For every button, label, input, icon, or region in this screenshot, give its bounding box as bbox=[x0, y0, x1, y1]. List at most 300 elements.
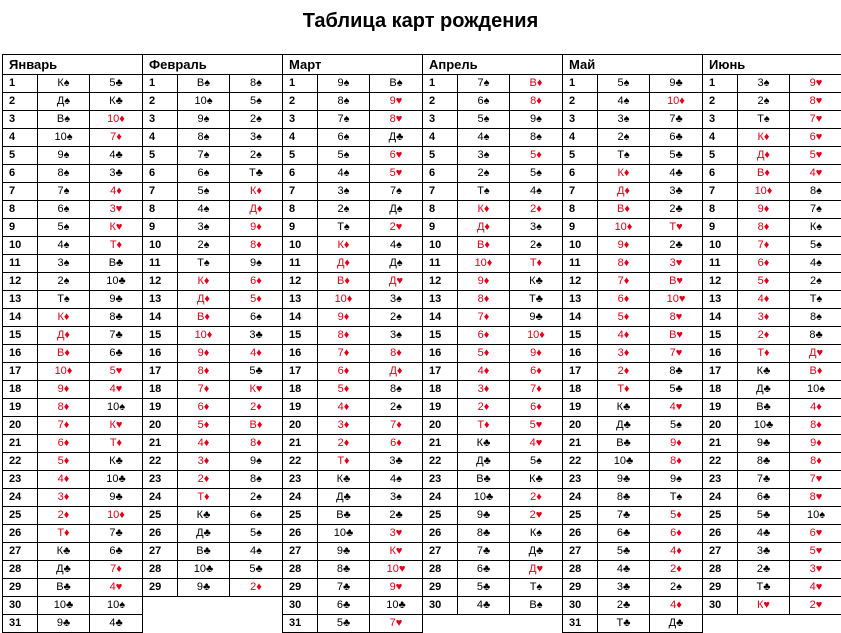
table-row bbox=[563, 435, 702, 453]
card-cell: 8♦ bbox=[229, 237, 282, 254]
day-number: 29 bbox=[709, 581, 722, 593]
day-number: 15 bbox=[289, 329, 302, 341]
table-row bbox=[703, 75, 841, 93]
table-row bbox=[283, 291, 422, 309]
table-row bbox=[423, 525, 562, 543]
card-cell: 10♦ bbox=[89, 507, 142, 524]
card-cell: 2♦ bbox=[457, 399, 509, 416]
card-cell: 4♥ bbox=[89, 579, 142, 596]
day-number: 12 bbox=[569, 275, 582, 287]
card-cell: В♣ bbox=[89, 255, 142, 272]
card-cell: В♠ bbox=[37, 111, 89, 128]
card-cell: 9♣ bbox=[37, 615, 89, 632]
card-cell: 2♠ bbox=[737, 93, 789, 110]
card-cell: 4♣ bbox=[649, 165, 702, 182]
card-cell: 9♣ bbox=[177, 579, 229, 596]
table-row bbox=[3, 129, 142, 147]
table-row bbox=[563, 345, 702, 363]
table-row bbox=[563, 291, 702, 309]
card-cell: 3♣ bbox=[89, 165, 142, 182]
day-number: 19 bbox=[429, 401, 442, 413]
table-row bbox=[3, 237, 142, 255]
card-cell: 3♥ bbox=[369, 525, 422, 542]
card-cell: 8♥ bbox=[789, 489, 841, 506]
card-cell: 7♥ bbox=[789, 471, 841, 488]
card-cell: Т♦ bbox=[737, 345, 789, 362]
table-row bbox=[283, 75, 422, 93]
card-cell: 2♦ bbox=[649, 561, 702, 578]
day-number: 7 bbox=[429, 185, 436, 197]
card-cell: 4♦ bbox=[597, 327, 649, 344]
card-cell: 3♠ bbox=[369, 327, 422, 344]
card-cell: 9♦ bbox=[37, 381, 89, 398]
card-cell: 10♠ bbox=[177, 93, 229, 110]
card-cell: Т♣ bbox=[597, 615, 649, 632]
card-cell: 10♣ bbox=[89, 273, 142, 290]
card-cell: В♣ bbox=[177, 543, 229, 560]
table-row bbox=[283, 147, 422, 165]
card-cell: 9♦ bbox=[649, 435, 702, 452]
table-row bbox=[423, 597, 562, 615]
card-cell: 2♠ bbox=[229, 147, 282, 164]
card-cell: 6♦ bbox=[317, 363, 369, 380]
card-cell: 10♦ bbox=[649, 93, 702, 110]
card-cell: Т♥ bbox=[649, 219, 702, 236]
day-number: 29 bbox=[149, 581, 162, 593]
card-cell: 3♣ bbox=[597, 579, 649, 596]
card-cell: 4♠ bbox=[597, 93, 649, 110]
card-cell: 8♣ bbox=[317, 561, 369, 578]
day-number: 30 bbox=[289, 599, 302, 611]
card-cell: К♦ bbox=[737, 129, 789, 146]
card-cell: Т♦ bbox=[177, 489, 229, 506]
month-column bbox=[422, 54, 562, 633]
card-cell: 3♥ bbox=[789, 561, 841, 578]
card-cell: Т♦ bbox=[457, 417, 509, 434]
table-row bbox=[283, 255, 422, 273]
table-row bbox=[703, 579, 841, 597]
card-cell: 10♦ bbox=[509, 327, 562, 344]
day-number: 17 bbox=[9, 365, 22, 377]
card-cell: 3♦ bbox=[177, 453, 229, 470]
day-number: 18 bbox=[429, 383, 442, 395]
card-cell: 9♥ bbox=[789, 75, 841, 92]
table-row bbox=[3, 453, 142, 471]
table-row bbox=[283, 489, 422, 507]
table-row bbox=[283, 183, 422, 201]
card-cell: 8♦ bbox=[597, 255, 649, 272]
day-number: 29 bbox=[289, 581, 302, 593]
day-number: 16 bbox=[289, 347, 302, 359]
table-row bbox=[3, 93, 142, 111]
card-cell: 7♦ bbox=[37, 417, 89, 434]
card-cell: 7♣ bbox=[89, 525, 142, 542]
card-cell: 9♣ bbox=[597, 471, 649, 488]
card-cell: 8♠ bbox=[229, 471, 282, 488]
card-cell: К♣ bbox=[597, 399, 649, 416]
card-cell: 9♦ bbox=[457, 273, 509, 290]
day-number: 7 bbox=[709, 185, 716, 197]
card-cell: К♦ bbox=[37, 309, 89, 326]
day-number: 28 bbox=[289, 563, 302, 575]
card-cell: 2♣ bbox=[597, 597, 649, 614]
day-number: 3 bbox=[709, 113, 716, 125]
table-row bbox=[423, 147, 562, 165]
card-cell: 3♠ bbox=[737, 75, 789, 92]
card-cell: Т♦ bbox=[597, 381, 649, 398]
card-cell: 4♥ bbox=[509, 435, 562, 452]
card-cell: 2♠ bbox=[509, 237, 562, 254]
card-cell: 7♠ bbox=[37, 183, 89, 200]
card-cell: 5♣ bbox=[457, 579, 509, 596]
card-cell: 8♣ bbox=[737, 453, 789, 470]
table-row bbox=[563, 417, 702, 435]
card-cell: 8♦ bbox=[229, 435, 282, 452]
day-number: 7 bbox=[9, 185, 16, 197]
day-number: 30 bbox=[9, 599, 22, 611]
card-cell: Т♣ bbox=[737, 579, 789, 596]
card-cell: 2♦ bbox=[509, 489, 562, 506]
day-number: 5 bbox=[149, 149, 156, 161]
table-row bbox=[143, 525, 282, 543]
card-cell: 9♠ bbox=[177, 111, 229, 128]
day-number: 14 bbox=[289, 311, 302, 323]
card-cell: 8♥ bbox=[369, 111, 422, 128]
card-cell: К♦ bbox=[317, 237, 369, 254]
card-cell: 10♦ bbox=[37, 363, 89, 380]
day-number: 8 bbox=[429, 203, 436, 215]
card-cell: 4♠ bbox=[229, 543, 282, 560]
table-row bbox=[143, 201, 282, 219]
day-number: 1 bbox=[149, 77, 156, 89]
card-cell: 2♠ bbox=[649, 579, 702, 596]
day-number: 4 bbox=[709, 131, 716, 143]
card-cell: 8♣ bbox=[89, 309, 142, 326]
card-cell: 7♦ bbox=[317, 345, 369, 362]
day-number: 18 bbox=[289, 383, 302, 395]
card-cell: 10♠ bbox=[789, 381, 841, 398]
table-row bbox=[423, 129, 562, 147]
card-cell: 5♠ bbox=[229, 525, 282, 542]
day-number: 15 bbox=[9, 329, 22, 341]
card-cell: 4♣ bbox=[89, 615, 142, 632]
table-row bbox=[703, 561, 841, 579]
day-number: 6 bbox=[429, 167, 436, 179]
table-row bbox=[3, 435, 142, 453]
card-cell: К♥ bbox=[369, 543, 422, 560]
day-number: 17 bbox=[429, 365, 442, 377]
table-row bbox=[703, 309, 841, 327]
table-row bbox=[703, 147, 841, 165]
birth-card-table bbox=[2, 54, 841, 633]
card-cell: 2♠ bbox=[37, 273, 89, 290]
day-number: 2 bbox=[569, 95, 576, 107]
table-row bbox=[143, 147, 282, 165]
day-number: 2 bbox=[289, 95, 296, 107]
day-number: 27 bbox=[289, 545, 302, 557]
card-cell: В♦ bbox=[177, 309, 229, 326]
day-number: 26 bbox=[289, 527, 302, 539]
day-number: 25 bbox=[9, 509, 22, 521]
day-number: 28 bbox=[429, 563, 442, 575]
card-cell: 7♦ bbox=[177, 381, 229, 398]
day-number: 7 bbox=[289, 185, 296, 197]
card-cell: 5♥ bbox=[369, 165, 422, 182]
table-row bbox=[423, 489, 562, 507]
card-cell: 10♦ bbox=[177, 327, 229, 344]
card-cell: 8♥ bbox=[649, 309, 702, 326]
card-cell: 6♠ bbox=[177, 165, 229, 182]
card-cell: Д♦ bbox=[369, 363, 422, 380]
day-number: 28 bbox=[709, 563, 722, 575]
table-row bbox=[423, 201, 562, 219]
day-number: 27 bbox=[9, 545, 22, 557]
card-cell: 6♣ bbox=[649, 129, 702, 146]
day-number: 19 bbox=[709, 401, 722, 413]
card-cell: 4♦ bbox=[457, 363, 509, 380]
card-cell: Т♦ bbox=[89, 237, 142, 254]
card-cell: 6♠ bbox=[37, 201, 89, 218]
table-row bbox=[143, 363, 282, 381]
table-row bbox=[283, 345, 422, 363]
card-cell: 3♠ bbox=[509, 219, 562, 236]
day-number: 16 bbox=[149, 347, 162, 359]
card-cell: 6♦ bbox=[509, 363, 562, 380]
card-cell: В♦ bbox=[597, 201, 649, 218]
table-row bbox=[283, 309, 422, 327]
table-row bbox=[143, 93, 282, 111]
card-cell: 5♠ bbox=[509, 165, 562, 182]
day-number: 11 bbox=[9, 257, 21, 269]
day-number: 29 bbox=[9, 581, 22, 593]
table-row bbox=[423, 345, 562, 363]
day-number: 10 bbox=[429, 239, 442, 251]
card-cell: 5♣ bbox=[317, 615, 369, 632]
day-number: 12 bbox=[9, 275, 22, 287]
card-cell: К♠ bbox=[509, 525, 562, 542]
day-number: 8 bbox=[149, 203, 156, 215]
card-cell: 9♠ bbox=[509, 111, 562, 128]
table-row bbox=[423, 291, 562, 309]
day-number: 24 bbox=[149, 491, 162, 503]
card-cell: 9♦ bbox=[229, 219, 282, 236]
card-cell: 4♠ bbox=[177, 201, 229, 218]
month-column bbox=[142, 54, 282, 633]
card-cell: 3♣ bbox=[737, 543, 789, 560]
table-row bbox=[703, 381, 841, 399]
card-cell: Д♣ bbox=[177, 525, 229, 542]
day-number: 26 bbox=[709, 527, 722, 539]
day-number: 19 bbox=[289, 401, 302, 413]
day-number: 18 bbox=[709, 383, 722, 395]
table-row bbox=[143, 381, 282, 399]
card-cell: 6♦ bbox=[457, 327, 509, 344]
day-number: 26 bbox=[569, 527, 582, 539]
card-cell: Т♣ bbox=[229, 165, 282, 182]
day-number: 18 bbox=[149, 383, 162, 395]
card-cell: 2♦ bbox=[229, 399, 282, 416]
card-cell: 2♠ bbox=[229, 111, 282, 128]
card-cell: Д♠ bbox=[369, 201, 422, 218]
card-cell: 5♣ bbox=[597, 543, 649, 560]
day-number: 8 bbox=[569, 203, 576, 215]
table-row bbox=[563, 561, 702, 579]
table-row bbox=[563, 381, 702, 399]
card-cell: В♦ bbox=[509, 75, 562, 92]
table-row bbox=[703, 597, 841, 615]
day-number: 22 bbox=[429, 455, 442, 467]
card-cell: 3♠ bbox=[177, 219, 229, 236]
card-cell: 6♠ bbox=[457, 93, 509, 110]
day-number: 10 bbox=[569, 239, 582, 251]
card-cell: 7♦ bbox=[597, 273, 649, 290]
table-row bbox=[703, 507, 841, 525]
day-number: 10 bbox=[9, 239, 22, 251]
table-row bbox=[143, 543, 282, 561]
card-cell: 3♦ bbox=[597, 345, 649, 362]
table-row bbox=[423, 255, 562, 273]
card-cell: 4♦ bbox=[649, 543, 702, 560]
day-number: 5 bbox=[289, 149, 296, 161]
day-number: 11 bbox=[709, 257, 721, 269]
card-cell: 5♠ bbox=[789, 237, 841, 254]
table-row bbox=[563, 255, 702, 273]
card-cell: 9♦ bbox=[177, 345, 229, 362]
table-row bbox=[703, 201, 841, 219]
card-cell: 6♥ bbox=[789, 525, 841, 542]
card-cell: В♦ bbox=[789, 363, 841, 380]
table-row bbox=[423, 273, 562, 291]
card-cell: 4♦ bbox=[229, 345, 282, 362]
card-cell: 2♠ bbox=[317, 201, 369, 218]
day-number: 14 bbox=[709, 311, 722, 323]
card-cell: В♣ bbox=[737, 399, 789, 416]
table-row bbox=[3, 471, 142, 489]
table-row bbox=[283, 381, 422, 399]
day-number: 20 bbox=[429, 419, 442, 431]
day-number: 13 bbox=[569, 293, 582, 305]
card-cell: К♣ bbox=[509, 273, 562, 290]
day-number: 25 bbox=[289, 509, 302, 521]
table-row bbox=[3, 147, 142, 165]
card-cell: 6♠ bbox=[229, 309, 282, 326]
table-row bbox=[283, 417, 422, 435]
day-number: 15 bbox=[709, 329, 722, 341]
card-cell: 9♣ bbox=[89, 489, 142, 506]
table-row bbox=[703, 273, 841, 291]
day-number: 18 bbox=[569, 383, 582, 395]
day-number: 20 bbox=[9, 419, 22, 431]
table-row bbox=[3, 255, 142, 273]
day-number: 13 bbox=[149, 293, 162, 305]
card-cell: К♣ bbox=[509, 471, 562, 488]
card-cell: 10♦ bbox=[89, 111, 142, 128]
day-number: 31 bbox=[9, 617, 22, 629]
card-cell: Д♠ bbox=[37, 93, 89, 110]
card-cell: 8♠ bbox=[177, 129, 229, 146]
table-row bbox=[3, 579, 142, 597]
table-row bbox=[283, 93, 422, 111]
card-cell: В♣ bbox=[597, 435, 649, 452]
card-cell: 7♦ bbox=[457, 309, 509, 326]
day-number: 8 bbox=[289, 203, 296, 215]
card-cell: Т♠ bbox=[597, 147, 649, 164]
card-cell: 5♦ bbox=[177, 417, 229, 434]
card-cell: К♣ bbox=[89, 93, 142, 110]
table-row bbox=[423, 183, 562, 201]
day-number: 5 bbox=[429, 149, 436, 161]
card-cell: 2♠ bbox=[597, 129, 649, 146]
card-cell: 8♦ bbox=[37, 399, 89, 416]
card-cell: 6♣ bbox=[597, 525, 649, 542]
card-cell: Д♣ bbox=[649, 615, 702, 632]
table-row bbox=[283, 399, 422, 417]
day-number: 1 bbox=[429, 77, 436, 89]
month-header: Апрель bbox=[423, 55, 562, 75]
card-cell: Д♣ bbox=[737, 381, 789, 398]
table-row bbox=[3, 111, 142, 129]
table-row bbox=[143, 435, 282, 453]
card-cell: 5♣ bbox=[737, 507, 789, 524]
card-cell: 2♥ bbox=[369, 219, 422, 236]
card-cell: 7♠ bbox=[317, 111, 369, 128]
card-cell: 9♥ bbox=[369, 579, 422, 596]
table-row bbox=[563, 543, 702, 561]
card-cell: 7♦ bbox=[509, 381, 562, 398]
card-cell: 6♦ bbox=[177, 399, 229, 416]
day-number: 15 bbox=[429, 329, 442, 341]
day-number: 17 bbox=[149, 365, 162, 377]
card-cell: 6♦ bbox=[229, 273, 282, 290]
table-row bbox=[703, 525, 841, 543]
card-cell: 3♦ bbox=[317, 417, 369, 434]
day-number: 5 bbox=[709, 149, 716, 161]
card-cell: Т♦ bbox=[37, 525, 89, 542]
table-row bbox=[143, 75, 282, 93]
card-cell: 2♥ bbox=[789, 597, 841, 614]
card-cell: 10♠ bbox=[789, 507, 841, 524]
month-column bbox=[702, 54, 841, 633]
day-number: 16 bbox=[429, 347, 442, 359]
day-number: 11 bbox=[149, 257, 161, 269]
card-cell: 3♠ bbox=[457, 147, 509, 164]
card-cell: Т♦ bbox=[509, 255, 562, 272]
day-number: 24 bbox=[289, 491, 302, 503]
card-cell: 7♣ bbox=[597, 507, 649, 524]
table-row bbox=[423, 327, 562, 345]
card-cell: 9♣ bbox=[457, 507, 509, 524]
card-cell: 9♦ bbox=[317, 309, 369, 326]
table-row bbox=[3, 543, 142, 561]
card-cell: Т♠ bbox=[737, 111, 789, 128]
table-row bbox=[563, 183, 702, 201]
card-cell: 10♦ bbox=[317, 291, 369, 308]
card-cell: Д♦ bbox=[37, 327, 89, 344]
card-cell: 5♦ bbox=[737, 273, 789, 290]
table-row bbox=[283, 363, 422, 381]
day-number: 23 bbox=[9, 473, 22, 485]
card-cell: 5♦ bbox=[509, 147, 562, 164]
card-cell: 5♥ bbox=[89, 363, 142, 380]
day-number: 24 bbox=[709, 491, 722, 503]
card-cell: 8♣ bbox=[789, 327, 841, 344]
card-cell: 2♦ bbox=[509, 201, 562, 218]
day-number: 6 bbox=[149, 167, 156, 179]
day-number: 12 bbox=[709, 275, 722, 287]
table-row bbox=[283, 615, 422, 633]
table-row bbox=[3, 219, 142, 237]
card-cell: 4♥ bbox=[789, 579, 841, 596]
